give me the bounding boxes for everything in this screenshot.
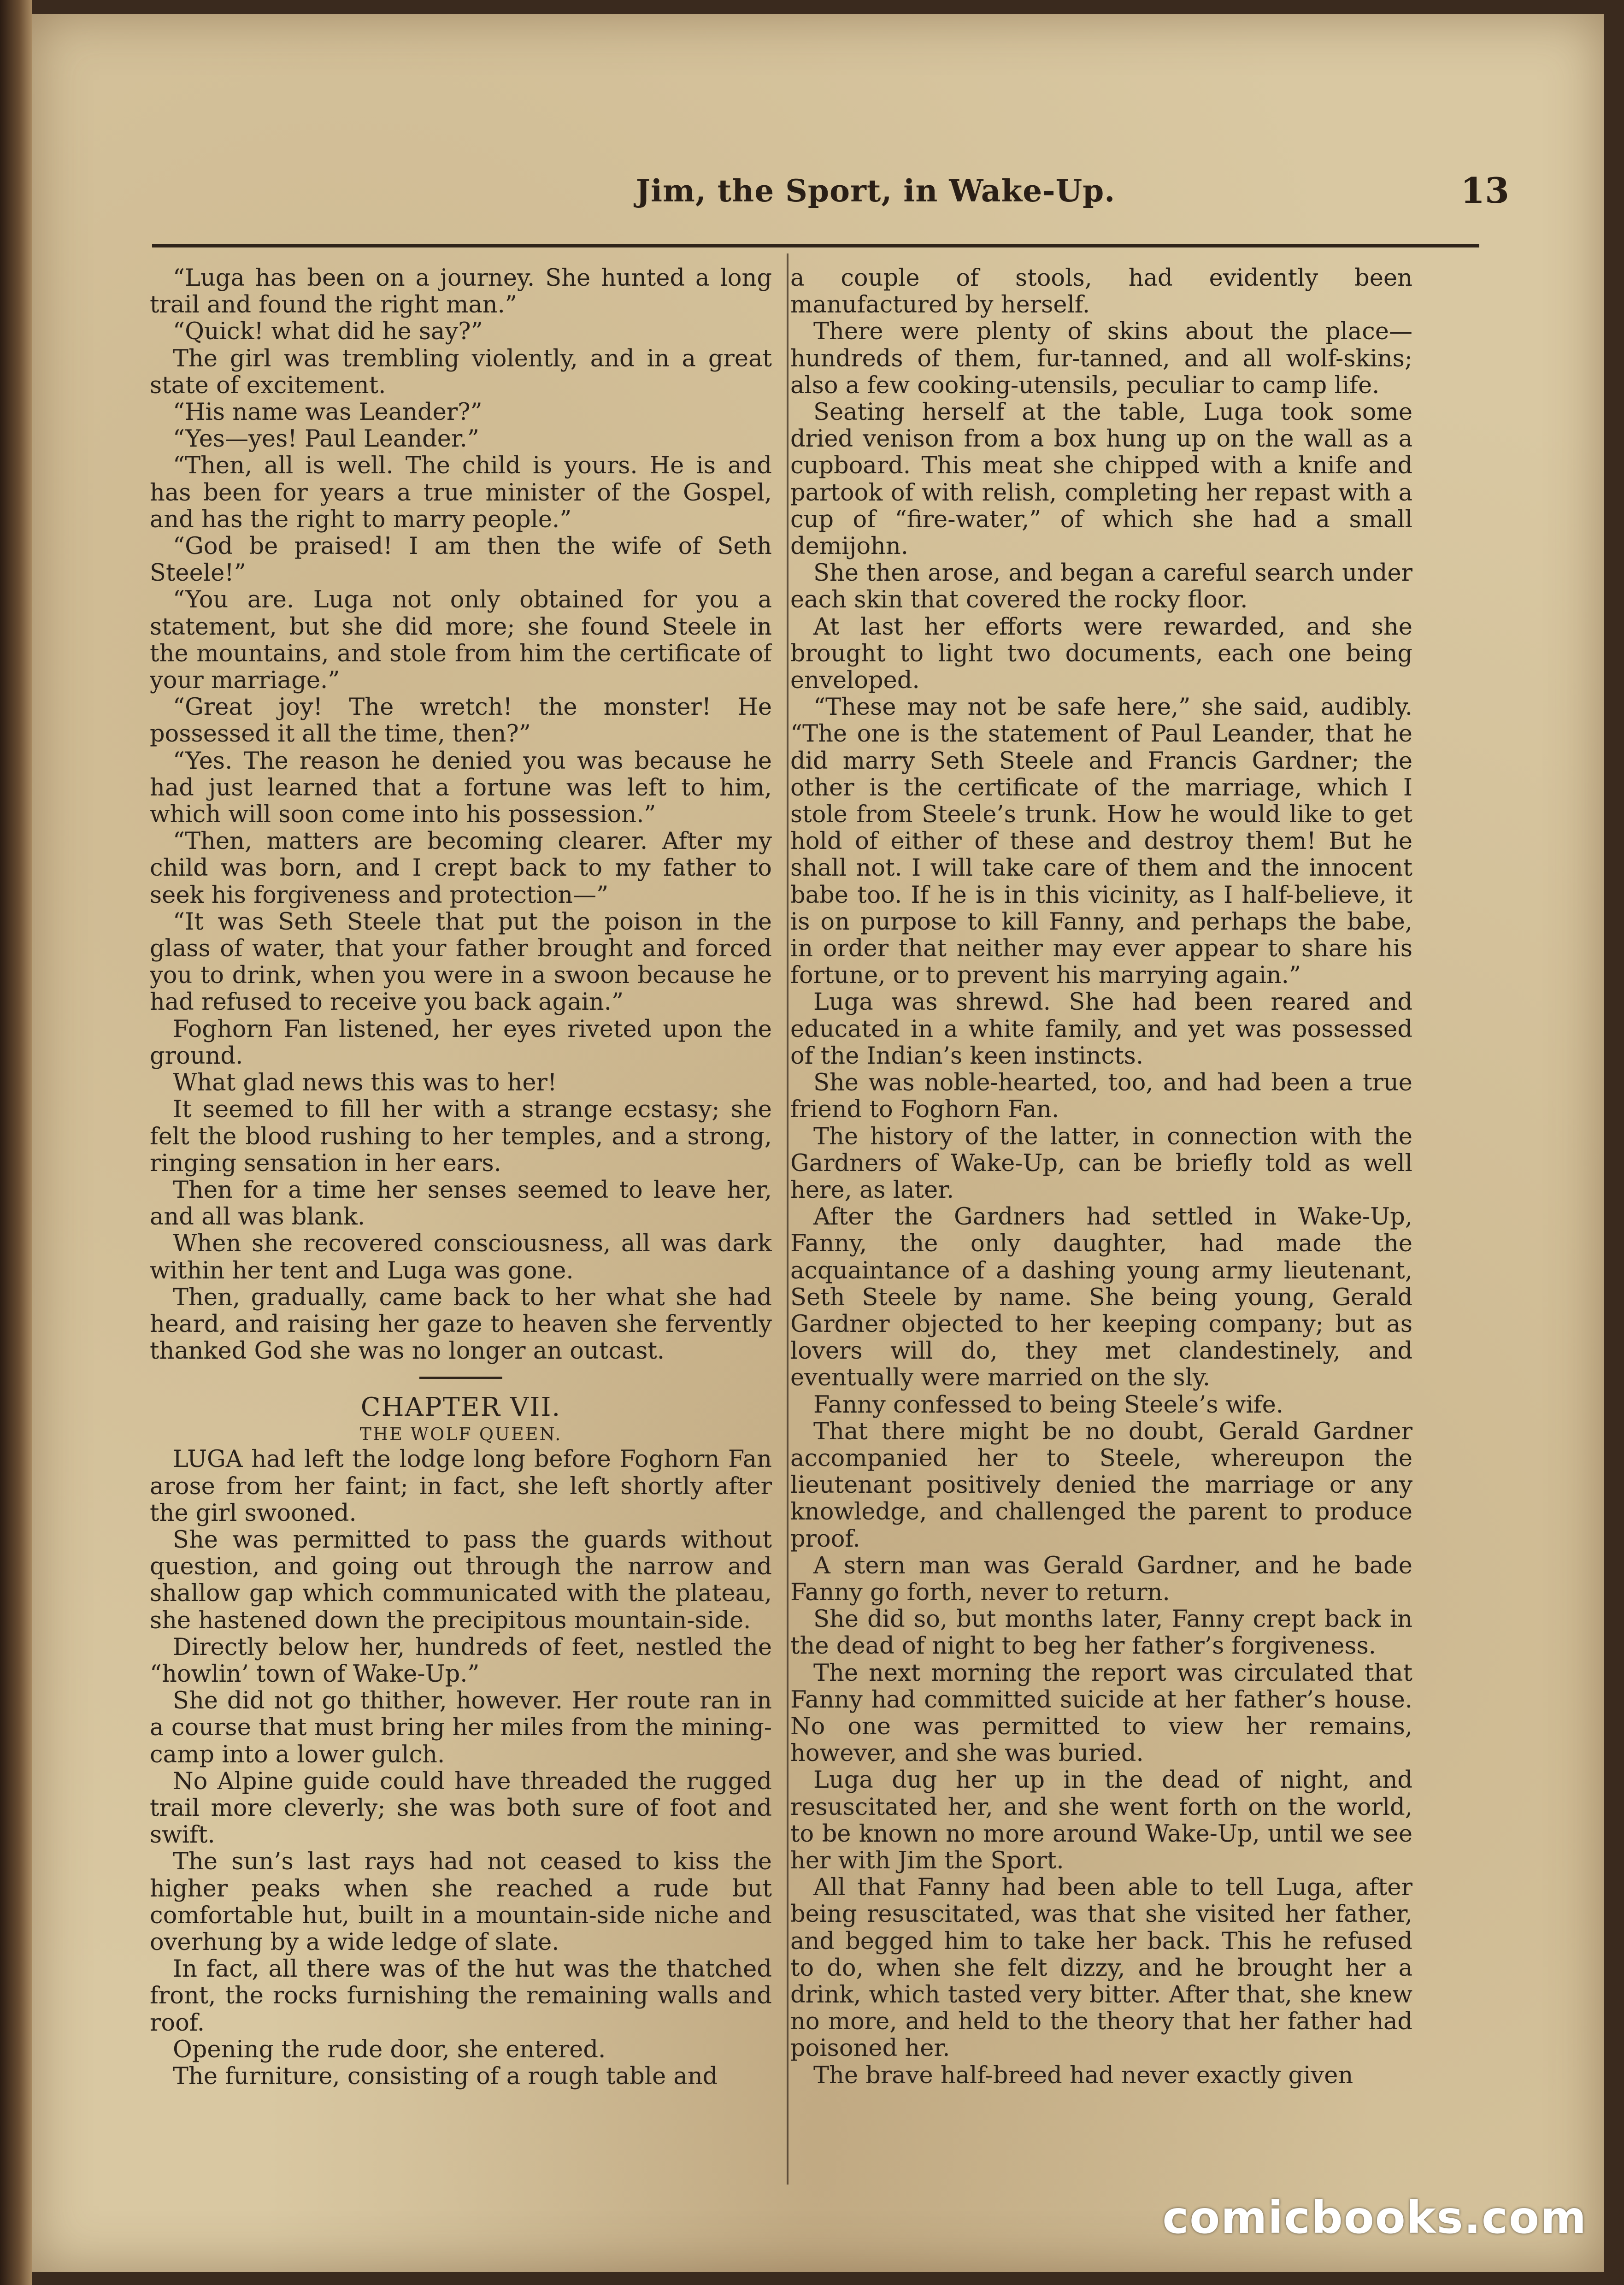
- paragraph: a couple of stools, had evidently been manufactured by herself.: [790, 265, 1412, 319]
- paragraph: Luga dug her up in the dead of night, and resuscitated her, and she went forth on the world, to be known no more around Wake-Up, until we see her with Jim the Sport.: [790, 1767, 1412, 1874]
- paragraph: She did so, but months later, Fanny crept back in the dead of night to beg her father’s forgiveness.: [790, 1606, 1412, 1660]
- left-paragraphs-after: [150, 1446, 772, 2090]
- paragraph: What glad news this was to her!: [173, 1069, 557, 1097]
- left-paragraphs-before: [150, 265, 772, 1365]
- paragraph: The sun’s last rays had not ceased to kiss the higher peaks when she reached a rude but comfortable hut, built in a mountain-side niche and overhung by a wide ledge of slate.: [150, 1848, 772, 1956]
- paragraph: Fanny confessed to being Steele’s wife.: [813, 1391, 1283, 1419]
- paragraph: “You are. Luga not only obtained for you a statement, but she did more; she found Steele in the mountains, and stole from him the certificate of your marriage.”: [150, 586, 772, 695]
- paragraph: She was noble-hearted, too, and had been a true friend to Foghorn Fan.: [790, 1069, 1412, 1124]
- paragraph: “Yes—yes! Paul Leander.”: [173, 425, 479, 453]
- column-divider: [787, 253, 788, 2185]
- watermark: comicbooks.com: [1162, 2192, 1587, 2244]
- paragraph: After the Gardners had settled in Wake-Up, Fanny, the only daughter, had made the acquaintance of a dashing young army lieutenant, Seth Steele by name. She being young, Gerald Gardner objected to her keeping company; but as lovers will do, they met clandestinely, and eventually were married on the sly.: [790, 1203, 1412, 1392]
- running-title: Jim, the Sport, in Wake-Up.: [635, 173, 1116, 209]
- paragraph: When she recovered consciousness, all was dark within her tent and Luga was gone.: [150, 1230, 772, 1284]
- paragraph: “These may not be safe here,” she said, audibly. “The one is the statement of Paul Leander, that he did marry Seth Steele and Francis Gardner; the other is the certificate of the marriage, which I stole from Steele’s trunk. How he would like to get hold of either of these and destroy them! But he shall not. I will take care of them and the innocent babe too. If he is in this vicinity, as I half-believe, it is on purpose to kill Fanny, and perhaps the babe, in order that neither may ever appear to share his fortune, or to prevent his marrying again.”: [790, 694, 1412, 989]
- left-column: [150, 265, 772, 2182]
- paragraph: Opening the rude door, she entered.: [173, 2036, 606, 2063]
- right-paragraphs: [790, 265, 1412, 2089]
- paragraph: No Alpine guide could have threaded the rugged trail more cleverly; she was both sure of foot and swift.: [150, 1767, 772, 1849]
- chapter-title: CHAPTER VII.: [360, 1392, 561, 1423]
- paragraph: “God be praised! I am then the wife of Seth Steele!”: [150, 533, 772, 587]
- paragraph: She did not go thither, however. Her route ran in a course that must bring her miles from the mining-camp into a lower gulch.: [150, 1687, 772, 1768]
- paragraph: Luga was shrewd. She had been reared and educated in a white family, and yet was possessed of the Indian’s keen instincts.: [790, 989, 1412, 1070]
- paragraph: The brave half-breed had never exactly given: [813, 2061, 1353, 2089]
- page-number: 13: [1460, 170, 1509, 211]
- paragraph: There were plenty of skins about the place—hundreds of them, fur-tanned, and all wolf-skins; also a few cooking-utensils, peculiar to camp life.: [790, 318, 1412, 399]
- paragraph: “Yes. The reason he denied you was because he had just learned that a fortune was left to him, which will soon come into his possession.”: [150, 747, 772, 829]
- paragraph: “Then, matters are becoming clearer. After my child was born, and I crept back to my father to seek his forgiveness and protection—”: [150, 828, 772, 909]
- paragraph: The furniture, consisting of a rough table and: [173, 2063, 718, 2090]
- paragraph: In fact, all there was of the hut was the thatched front, the rocks furnishing the remaining walls and roof.: [150, 1955, 772, 2037]
- paragraph: The history of the latter, in connection with the Gardners of Wake-Up, can be briefly told as well here, as later.: [790, 1123, 1412, 1204]
- paragraph: A stern man was Gerald Gardner, and he bade Fanny go forth, never to return.: [790, 1552, 1412, 1606]
- paragraph: It seemed to fill her with a strange ecstasy; she felt the blood rushing to her temples, and a strong, ringing sensation in her ears.: [150, 1096, 772, 1177]
- paragraph: “Quick! what did he say?”: [173, 318, 483, 346]
- paragraph: All that Fanny had been able to tell Luga, after being resuscitated, was that she visited her father, and begged him to take her back. This he refused to do, when she felt dizzy, and he brought her a drink, which tasted very bitter. After that, she knew no more, and held to the theory that her father had poisoned her.: [790, 1874, 1412, 2062]
- paragraph: Then for a time her senses seemed to leave her, and all was blank.: [150, 1176, 772, 1231]
- binding-spine: [0, 0, 32, 2285]
- right-column: [790, 265, 1412, 2182]
- page-header: [32, 170, 1604, 233]
- paragraph: “Luga has been on a journey. She hunted a long trail and found the right man.”: [150, 265, 772, 319]
- paragraph: Seating herself at the table, Luga took some dried venison from a box hung up on the wall as a cupboard. This meat she chipped with a knife and partook of with relish, completing her repast with a cup of “fire-water,” of which she had a small demijohn.: [790, 399, 1412, 560]
- header-rule: [152, 244, 1479, 247]
- paragraph: The girl was trembling violently, and in a great state of excitement.: [150, 345, 772, 399]
- paragraph: LUGA had left the lodge long before Foghorn Fan arose from her faint; in fact, she left shortly after the girl swooned.: [150, 1446, 772, 1527]
- paragraph: “His name was Leander?”: [173, 399, 482, 426]
- paragraph: Then, gradually, came back to her what she had heard, and raising her gaze to heaven she fervently thanked God she was no longer an outcast.: [150, 1284, 772, 1365]
- paragraph: That there might be no doubt, Gerald Gardner accompanied her to Steele, whereupon the lieutenant positively denied the marriage or any knowledge, and challenged the parent to produce proof.: [790, 1418, 1412, 1553]
- paragraph: “Great joy! The wretch! the monster! He possessed it all the time, then?”: [150, 694, 772, 748]
- book-page: [32, 14, 1604, 2272]
- paragraph: The next morning the report was circulated that Fanny had committed suicide at her father’s house. No one was permitted to view her remains, however, and she was buried.: [790, 1659, 1412, 1767]
- chapter-subtitle: THE WOLF QUEEN.: [359, 1424, 562, 1445]
- paragraph: Foghorn Fan listened, her eyes riveted upon the ground.: [150, 1015, 772, 1070]
- paragraph: She then arose, and began a careful search under each skin that covered the rocky floor.: [790, 559, 1412, 614]
- chapter-separator-rule: [419, 1377, 502, 1379]
- paragraph: Directly below her, hundreds of feet, nestled the “howlin’ town of Wake-Up.”: [150, 1633, 772, 1688]
- paragraph: At last her efforts were rewarded, and she brought to light two documents, each one being enveloped.: [790, 613, 1412, 695]
- paragraph: She was permitted to pass the guards without question, and going out through the narrow and shallow gap which communicated with the plateau, she hastened down the precipitous mountain-side.: [150, 1526, 772, 1634]
- paragraph: “Then, all is well. The child is yours. He is and has been for years a true minister of the Gospel, and has the right to marry people.”: [150, 452, 772, 533]
- paragraph: “It was Seth Steele that put the poison in the glass of water, that your father brought and forced you to drink, when you were in a swoon because he had refused to receive you back again.”: [150, 908, 772, 1016]
